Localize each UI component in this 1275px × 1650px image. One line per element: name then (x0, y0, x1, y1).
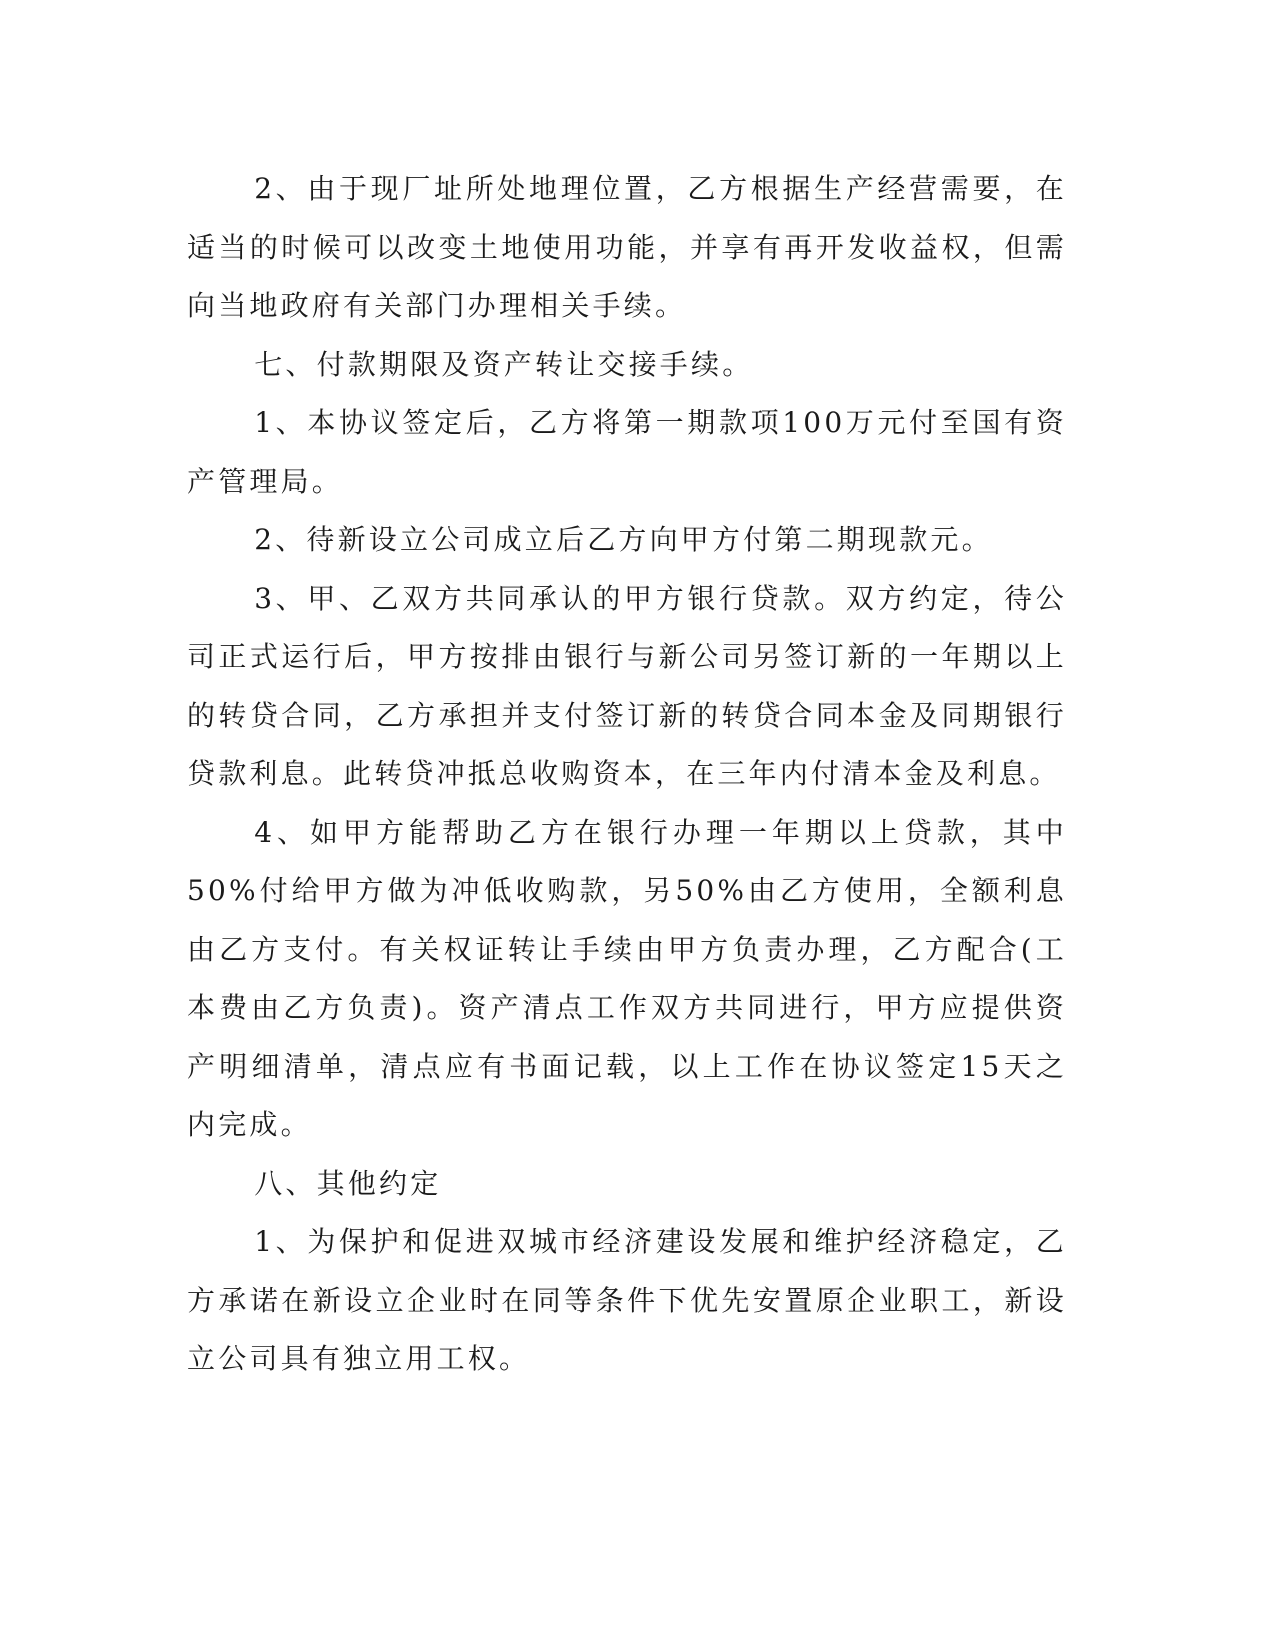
clause-paragraph: 2、待新设立公司成立后乙方向甲方付第二期现款元。 (254, 523, 993, 556)
clause-paragraph: 3、甲、乙双方共同承认的甲方银行贷款。双方约定，待公司正式运行后，甲方按排由银行与新公司另签订新的一年期以上的转贷合同，乙方承担并支付签订新的转贷合同本金及同期银行贷款利息。此转贷冲抵总收购资本，在三年内付清本金及利息。 (187, 581, 1067, 790)
clause-paragraph: 2、由于现厂址所处地理位置，乙方根据生产经营需要，在适当的时候可以改变土地使用功能，并享有再开发收益权，但需向当地政府有关部门办理相关手续。 (187, 172, 1067, 322)
clause-paragraph: 1、本协议签定后，乙方将第一期款项100万元付至国有资产管理局。 (187, 406, 1067, 498)
document-body (187, 160, 1067, 1389)
section-heading: 七、付款期限及资产转让交接手续。 (254, 347, 754, 381)
section-heading: 八、其他约定 (254, 1166, 442, 1200)
clause-paragraph: 4、如甲方能帮助乙方在银行办理一年期以上贷款，其中50%付给甲方做为冲低收购款，另50%由乙方使用，全额利息由乙方支付。有关权证转让手续由甲方负责办理，乙方配合(工本费由乙方负责)。资产清点工作双方共同进行，甲方应提供资产明细清单，清点应有书面记载，以上工作在协议签定15天之内完成。 (187, 815, 1067, 1141)
clause-paragraph: 1、为保护和促进双城市经济建设发展和维护经济稳定，乙方承诺在新设立企业时在同等条件下优先安置原企业职工，新设立公司具有独立用工权。 (187, 1225, 1067, 1375)
